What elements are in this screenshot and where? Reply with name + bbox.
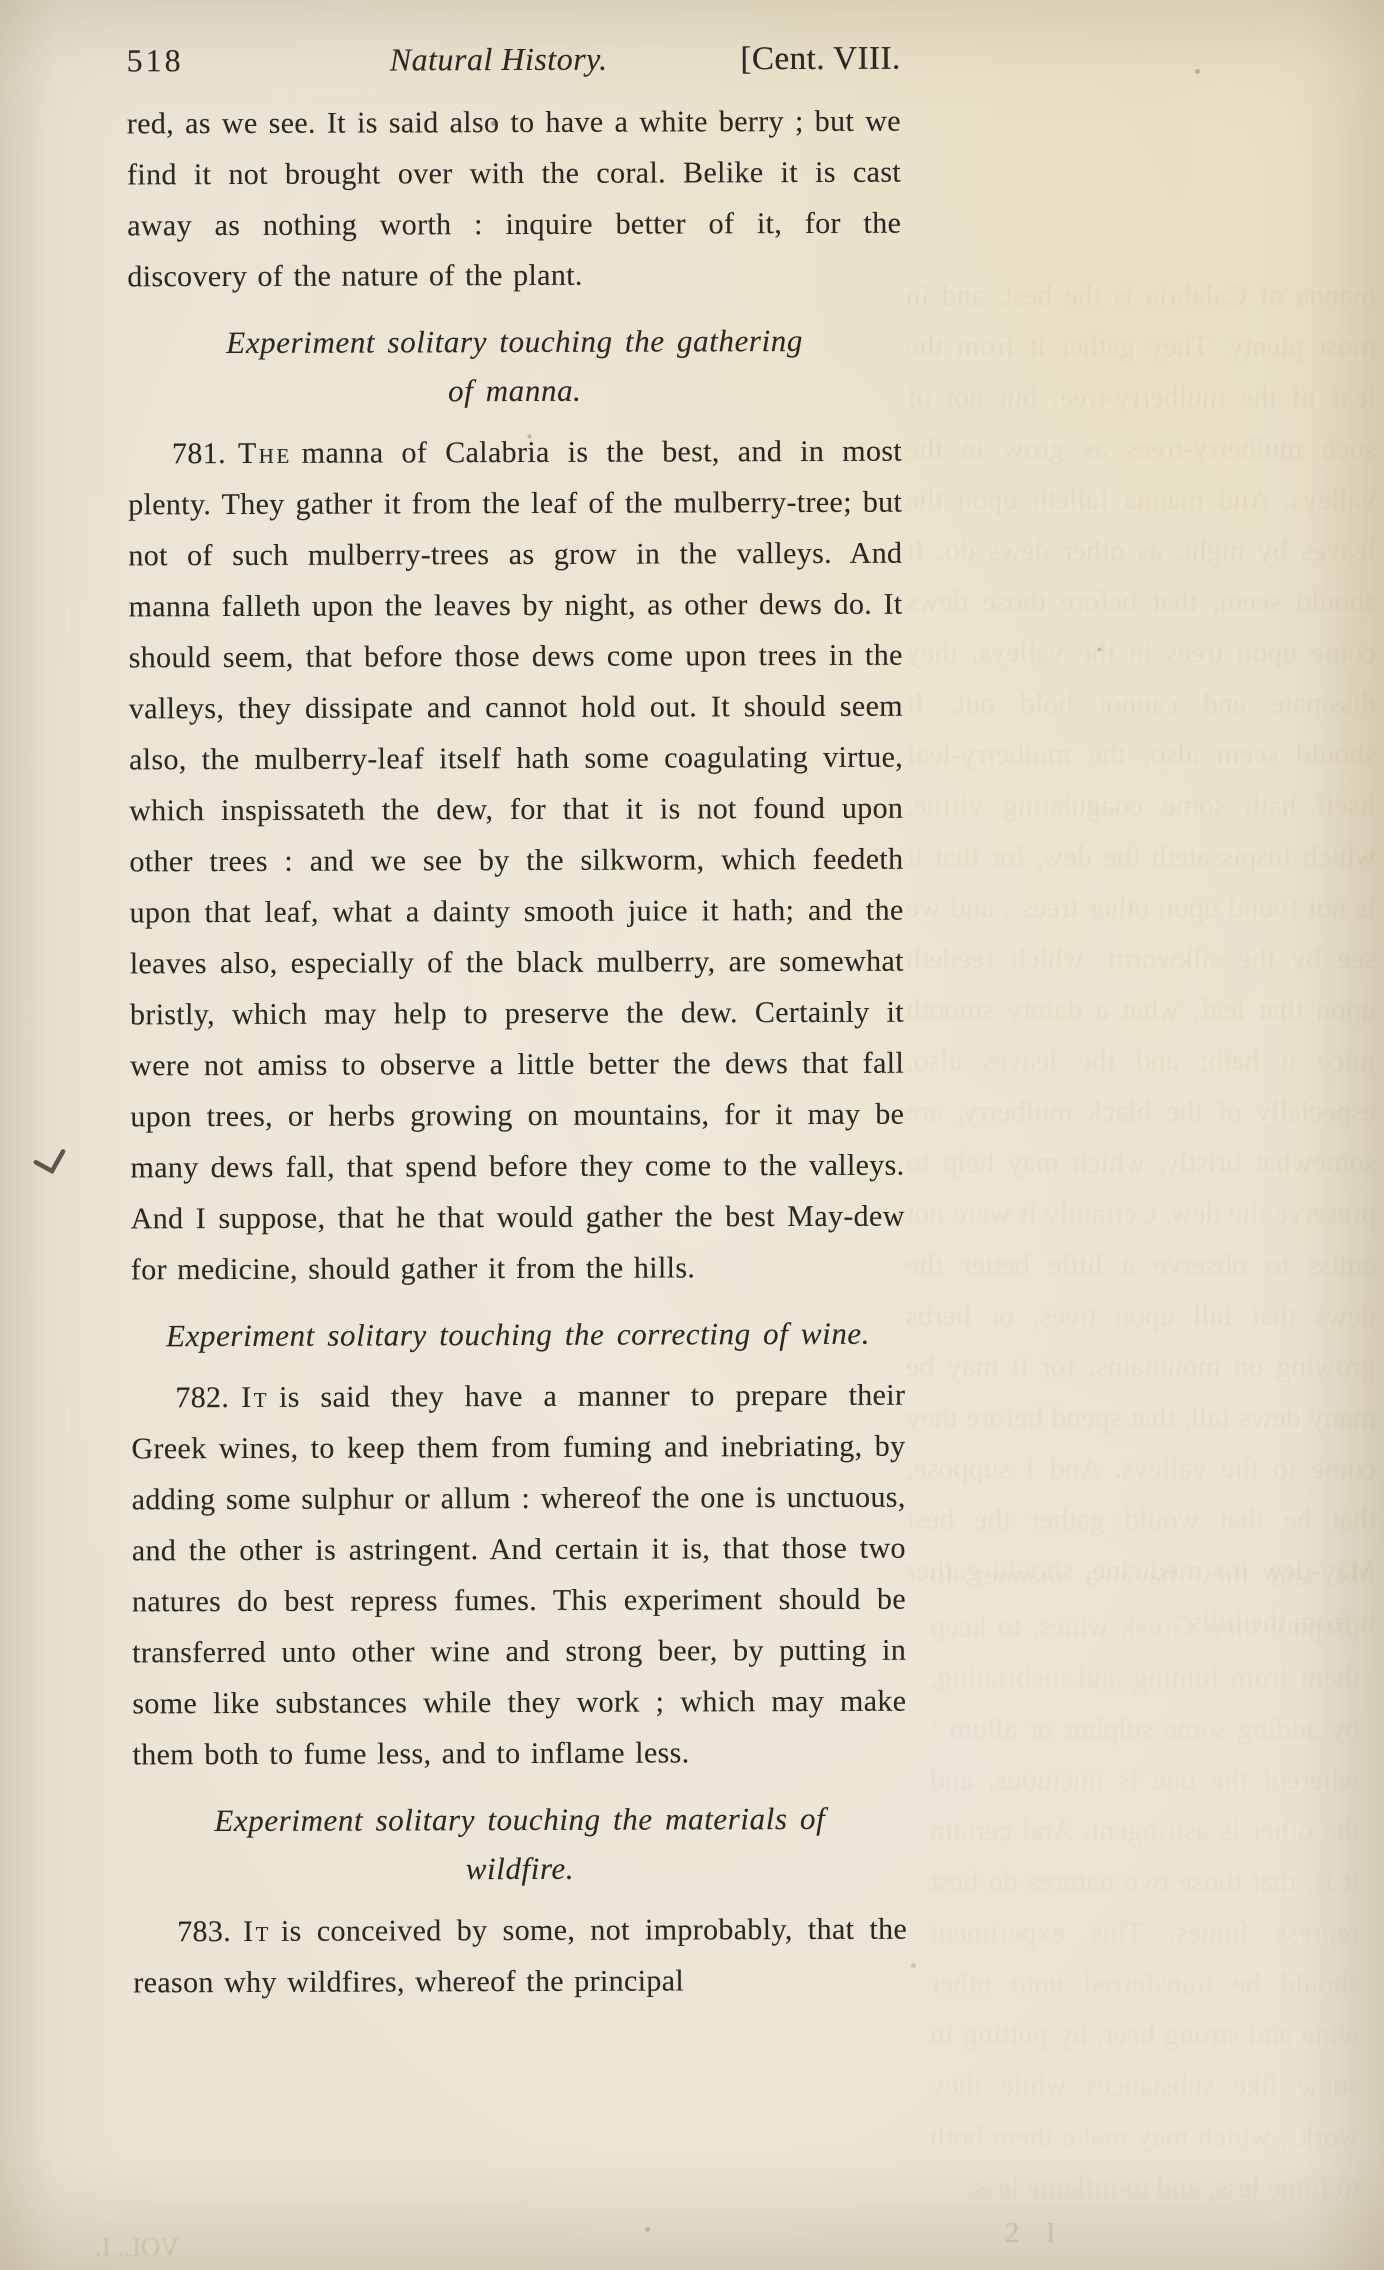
paragraph-number: 783.	[177, 1915, 232, 1949]
paragraph-text: is said they have a manner to prepare their Greek wines, to keep them from fuming and inebriating, by adding some sulphur or allum : whereof the one is unctuous, and the other is astringent. And certain it is, that those two natures do best repress fumes. This experiment should be transferred unto other wine and strong beer, by putting in some like substances while they work ; which may make them both to fume less, and to inflame less.	[131, 1378, 907, 1772]
paragraph-text: is conceived by some, not improbably, that the reason why wildfires, whereof the principal	[133, 1912, 908, 2000]
page-header	[127, 35, 901, 85]
paragraph-continuation: red, as we see. It is said also to have a white berry ; but we find it not brought over with the coral. Belike it is cast away as nothing worth : inquire better of it, for the discovery of the nature of the plant.	[126, 104, 902, 294]
pen-tick-icon	[31, 1147, 72, 1182]
page-body	[127, 96, 908, 2009]
paragraph-number: 782.	[175, 1381, 230, 1415]
paragraph-text: manna of Calabria is the best, and in most plenty. They gather it from the leaf of the mulberry-tree; but not of such mulberry-trees as grow in the valleys. And manna falleth upon the leaves by night, as other dews do. It should seem, that before those dews come upon trees in the valleys, they dissipate and cannot hold out. It should seem also, the mulberry-leaf itself hath some coagulating virtue, which inspissateth the dew, for that it is not found upon other trees : and we see by the silkworm, which feedeth upon that leaf, what a dainty smooth juice it hath; and the leaves also, especially of the black mulberry, are somewhat bristly, which may help to preserve the dew. Certainly it were not amiss to observe a little better the dews that fall upon trees, or herbs growing on mountains, for it may be many dews fall, that spend before they come to the valleys. And I suppose, that he that would gather the best May-dew for medicine, should gather it from the hills.	[128, 434, 905, 1287]
showthrough-text: manna of Calabria is the best, and in most plenty. They gather it from the leaf of the mulberry-tree; but not of such mulberry-trees as grow in the valleys. And manna falleth upon the leaves by night, as other dews do. It should seem, that before those dews come upon trees in the valleys, they dissipate and cannot hold out. It should seem also, the mulberry-leaf itself hath some coagulating virtue, which inspissateth the dew, for that it is not found upon other trees : and we see by the silkworm, which feedeth upon that leaf, what a dainty smooth juice it hath; and the leaves also, especially of the black mulberry, are somewhat bristly, which may help to preserve the dew. Certainly it were not amiss to observe a little better the dews that fall upon trees, or herbs growing on mountains, for it may be many dews fall, that spend before they come to the valleys. And I suppose, that he that would gather the best May-dew for medicine, should gather it from the hills.	[906, 279, 1376, 1638]
heading-line: Experiment solitary touching the materials of	[214, 1800, 826, 1839]
printed-text-block	[127, 35, 908, 2011]
showthrough-text	[930, 1550, 1360, 2213]
paragraph-lead-word: It	[243, 1914, 271, 1948]
heading-line: wildfire.	[465, 1850, 575, 1887]
heading-line: Experiment solitary touching the correcting of wine.	[165, 1315, 871, 1354]
paragraph-782	[131, 1370, 906, 1781]
showthrough-volume-mark: VOL. I.	[95, 2232, 180, 2262]
experiment-heading-wine	[131, 1309, 905, 1361]
margin-pen-mark	[31, 1147, 73, 1187]
experiment-heading-manna	[128, 316, 902, 417]
signature-mark: 2 I	[1005, 2218, 1066, 2249]
paper-specks	[0, 0, 3, 3]
running-title: Natural History.	[389, 40, 608, 78]
page-number: 518	[126, 42, 184, 79]
paragraph-number: 781.	[171, 437, 226, 471]
heading-line: Experiment solitary touching the gathering	[226, 322, 804, 361]
paragraph-781	[128, 426, 905, 1296]
paragraph-783	[133, 1904, 907, 2009]
century-label: [Cent. VIII.	[740, 40, 901, 78]
experiment-heading-wildfire	[133, 1794, 907, 1895]
heading-line: of manna.	[448, 372, 582, 409]
paragraph-lead-word: The	[237, 436, 292, 470]
paragraph-lead-word: It	[241, 1380, 270, 1414]
